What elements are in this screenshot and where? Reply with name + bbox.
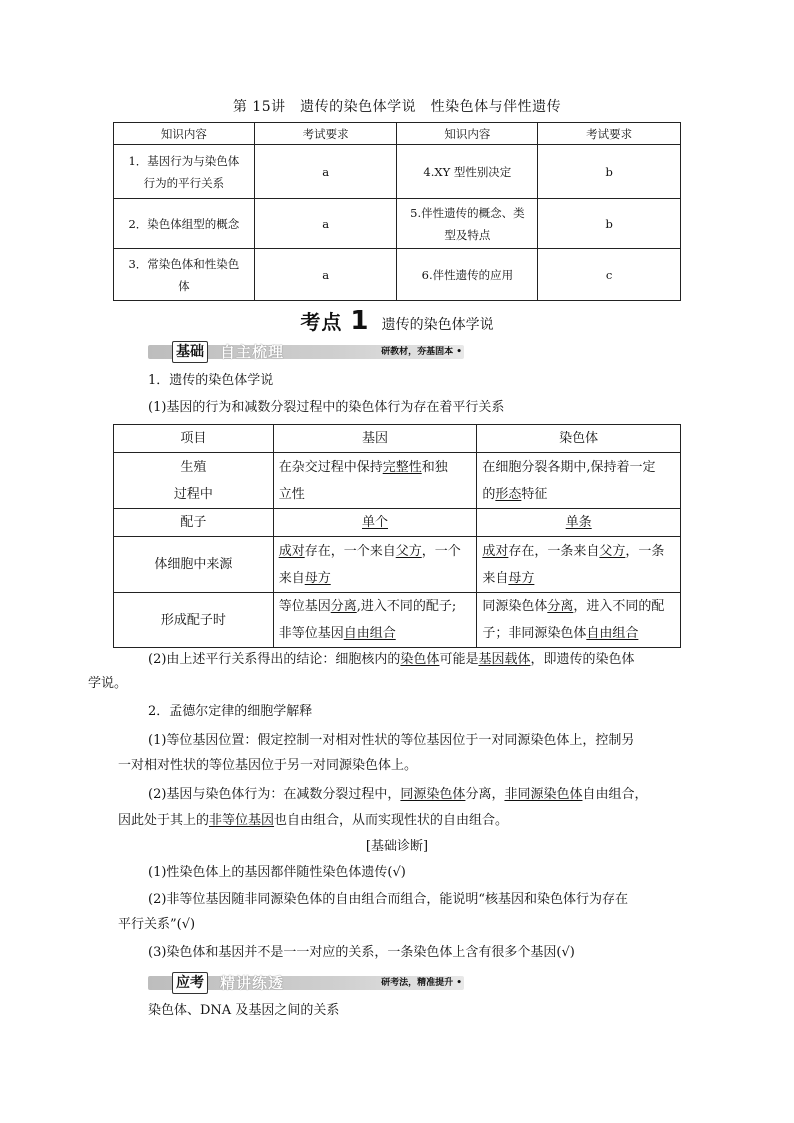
table-row — [114, 199, 681, 249]
column-header: 考试要求 — [538, 123, 681, 145]
subheading: 染色体、DNA 及基因之间的关系 — [148, 1003, 340, 1018]
diagnosis-item: (1)性染色体上的基因都伴随性染色体遗传(√) — [148, 865, 406, 880]
table-cell: 在细胞分裂各期中,保持着一定 的形态特征 — [477, 453, 681, 509]
subheading: 2．孟德尔定律的细胞学解释 — [148, 704, 313, 719]
section-banner-basics — [148, 341, 464, 363]
table-row — [114, 537, 681, 593]
diagnosis-item: (3)染色体和基因并不是一一对应的关系，一条染色体上含有很多个基因(√) — [148, 945, 575, 960]
banner-box-label: 应考 — [172, 972, 208, 994]
banner-title: 自主梳理 — [220, 343, 285, 361]
table-cell: 单个 — [273, 509, 477, 537]
table-row — [114, 145, 681, 199]
column-header: 知识内容 — [114, 123, 255, 145]
table-row — [114, 593, 681, 648]
paragraph: 一对相对性状的等位基因位于另一对同源染色体上。 — [118, 758, 418, 773]
table-cell: a — [254, 199, 397, 249]
diagnosis-item: (2)非等位基因随非同源染色体的自由组合而组合，能说明“核基因和染色体行为存在 — [148, 892, 629, 907]
table-cell: c — [538, 249, 681, 301]
banner-title: 精讲练透 — [220, 974, 285, 992]
table-cell: 在杂交过程中保持完整性和独 立性 — [273, 453, 477, 509]
requirements-table — [113, 122, 681, 301]
table-row — [114, 249, 681, 301]
table-cell: b — [538, 199, 681, 249]
column-header: 考试要求 — [254, 123, 397, 145]
table-cell: a — [254, 249, 397, 301]
column-header: 基因 — [273, 425, 477, 453]
paragraph: (1)等位基因位置：假定控制一对相对性状的等位基因位于一对同源染色体上，控制另 — [148, 733, 635, 748]
table-cell: 同源染色体分离，进入不同的配 子；非同源染色体自由组合 — [477, 593, 681, 648]
subheading: 1．遗传的染色体学说 — [148, 373, 274, 388]
table-cell: 6.伴性遗传的应用 — [397, 249, 538, 301]
table-cell: 3．常染色体和性染色 体 — [114, 249, 255, 301]
table-cell: 等位基因分离,进入不同的配子; 非等位基因自由组合 — [273, 593, 477, 648]
table-cell: 单条 — [477, 509, 681, 537]
table-cell: 成对存在，一个来自父方，一个 来自母方 — [273, 537, 477, 593]
kaodian-topic: 遗传的染色体学说 — [381, 317, 494, 333]
page-title: 第 15讲 遗传的染色体学说 性染色体与伴性遗传 — [232, 99, 562, 115]
table-cell: 生殖 过程中 — [114, 453, 274, 509]
kaodian-label: 考点 1 — [300, 306, 370, 336]
diagnosis-title: [基础诊断] — [365, 839, 429, 854]
table-cell: 体细胞中来源 — [114, 537, 274, 593]
banner-box-label: 基础 — [172, 341, 208, 363]
column-header: 染色体 — [477, 425, 681, 453]
table-cell: b — [538, 145, 681, 199]
table-header-row — [114, 123, 681, 145]
banner-slogan: 研教材，夯基固本 • — [381, 347, 462, 357]
table-cell: 成对存在，一条来自父方，一条 来自母方 — [477, 537, 681, 593]
paragraph: (2)基因与染色体行为：在减数分裂过程中，同源染色体分离，非同源染色体自由组合， — [148, 787, 648, 802]
table-cell: 5.伴性遗传的概念、类 型及特点 — [397, 199, 538, 249]
banner-slogan: 研考法，精准提升 • — [381, 978, 462, 988]
column-header: 项目 — [114, 425, 274, 453]
table-header-row — [114, 425, 681, 453]
diagnosis-item: 平行关系”(√) — [118, 917, 196, 932]
table-row — [114, 453, 681, 509]
table-row — [114, 509, 681, 537]
section-heading — [0, 306, 794, 336]
section-banner-exam — [148, 972, 464, 994]
table-cell: 2．染色体组型的概念 — [114, 199, 255, 249]
column-header: 知识内容 — [397, 123, 538, 145]
paragraph: 因此处于其上的非等位基因也自由组合，从而实现性状的自由组合。 — [118, 813, 509, 828]
table-cell: a — [254, 145, 397, 199]
table-cell: 配子 — [114, 509, 274, 537]
gene-chromosome-table — [113, 424, 681, 648]
table-cell: 1．基因行为与染色体 行为的平行关系 — [114, 145, 255, 199]
table-cell: 形成配子时 — [114, 593, 274, 648]
table-cell: 4.XY 型性别决定 — [397, 145, 538, 199]
paragraph: (1)基因的行为和减数分裂过程中的染色体行为存在着平行关系 — [148, 400, 505, 415]
conclusion-paragraph: (2)由上述平行关系得出的结论：细胞核内的染色体可能是基因载体，即遗传的染色体 学说。 — [88, 652, 635, 691]
